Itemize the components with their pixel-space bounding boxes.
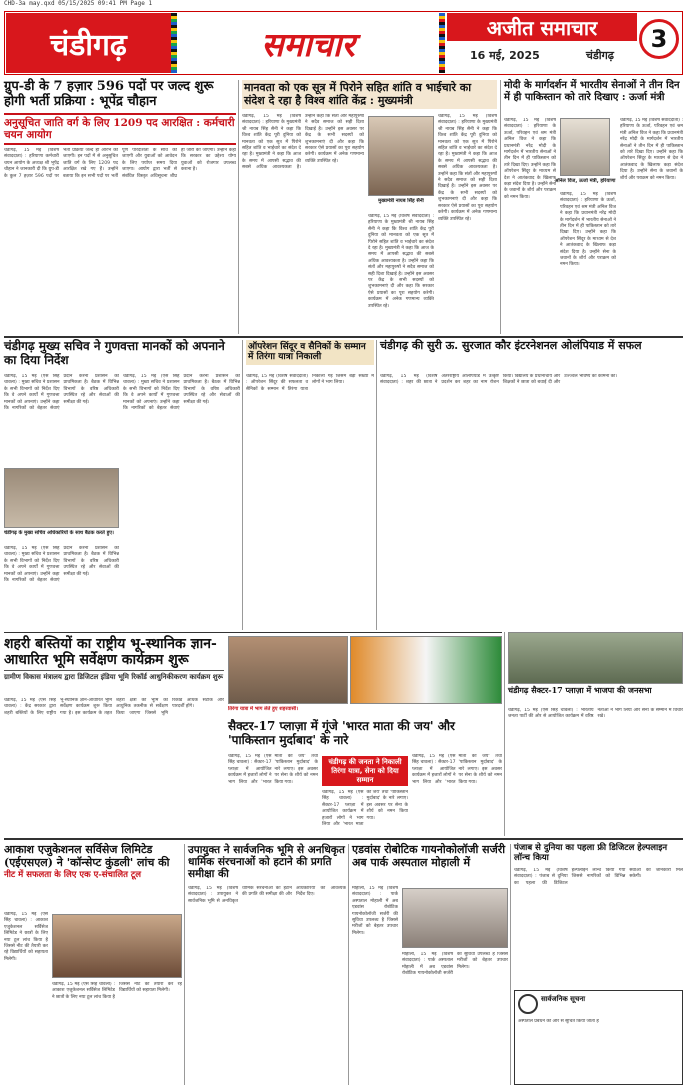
article-body: चंडीगढ़, 15 मई (विशेष संवाददाता) : उपायुक्त ने सार्वजनिक भूमि से अनधिकृत धार्मिक संरचनाओं को हटाने की प्रगति की समीक्षा की और अधिकारियों को आवश्यक निर्देश दिए। [188, 886, 346, 904]
headline: शहरी बस्तियों का राष्ट्रीय भू-स्थानिक ज्ञान-आधारित भूमि सर्वेक्षण कार्यक्रम शुरू [4, 636, 217, 669]
meeting-photo [4, 468, 119, 528]
photo-caption: मुख्यमंत्री नायब सिंह सैनी [378, 198, 424, 204]
article-bjp [508, 632, 683, 836]
article-group-d [4, 80, 236, 334]
article-body-cont: चंडीगढ़, 15 मई (एस सिंह चावला) : मुख्य सचिव ने प्रशासन के सभी विभागों को निर्देश दिए कि वे अपने कार्यों में गुणवत्ता मानकों को अपनाएं। उन्होंने कहा कि नागरिकों को बेहतर सेवाएं प्रदान करना प्रशासन की प्राथमिकता है। बैठक में विभिन्न विभागों के वरिष्ठ अधिकारी उपस्थित रहे और सेवाओं की समीक्षा की गई। [4, 546, 119, 584]
subheadline: अनुसूचित जाति वर्ग के लिए 1209 पद आरक्षित : कर्मचारी चयन आयोग [4, 113, 236, 145]
article-body-cont: चंडीगढ़, 15 मई (विशेष संवाददाता) : हरियाणा के ऊर्जा, परिवहन एवं श्रम मंत्री अनिल विज ने कहा कि प्रधानमंत्री नरेंद्र मोदी के मार्गदर्शन में भारतीय सेनाओं ने तीन दिन में ही पाकिस्तान को तारे दिखा दिए। उन्होंने कहा कि ऑपरेशन सिंदूर के माध्यम से देश ने आतंकवाद के खिलाफ कड़ा संदेश दिया है। उन्होंने सेना के जवानों के शौर्य और पराक्रम को नमन किया। [560, 192, 616, 268]
masthead-left-title: चंडीगढ़ [6, 13, 171, 73]
masthead-mid-title: समाचार [177, 13, 439, 73]
headline: मानवता को एक सूत्र में पिरोने सहित शांति व भाईचारे का संदेश दे रहा है विश्व शांति केंद्र : मुख्यमंत्री [242, 80, 497, 109]
article-chief-secretary [4, 340, 240, 630]
highlight-box: चंडीगढ़ की जनता ने निकाली तिरंगा यात्रा, सेना को दिया सम्मान [322, 756, 408, 786]
article-helpline [514, 844, 683, 1085]
article-body-cont: मोहाली, 15 मई (विशेष संवाददाता) : पार्क अस्पताल मोहाली में अब एडवांस रोबोटिक गायनोकोलॉजी सर्जरी की सुविधा उपलब्ध है जिससे मरीजों को बेहतर उपचार मिलेगा। [402, 952, 508, 977]
yatra-photo-left [228, 636, 348, 704]
article-sector17 [228, 720, 502, 836]
brand-name: अजीत समाचार [447, 13, 637, 41]
headline: एडवांस रोबोटिक गायनोकोलॉजी सर्जरी अब पार्क अस्पताल मोहाली में [352, 843, 506, 869]
section-divider [4, 632, 502, 633]
headline: ऑपरेशन सिंदूर व सैनिकों के सम्मान में तिरंगा यात्रा निकाली [246, 340, 374, 365]
article-olympiad [380, 340, 683, 630]
headline: पंजाब से दुनिया का पहला फ्री डिजिटल हेल्पलाइन लॉन्च किया [514, 843, 668, 863]
article-tiranga-yatra [246, 340, 374, 630]
article-body: मोहाली, 15 मई (विशेष संवाददाता) : पार्क अस्पताल मोहाली में अब एडवांस रोबोटिक गायनोकोलॉजी सर्जरी की सुविधा उपलब्ध है जिससे मरीजों को बेहतर उपचार मिलेगा। [352, 886, 398, 936]
section-divider [4, 838, 683, 840]
logo-icon [518, 994, 538, 1014]
photo-caption: चंडीगढ़ के मुख्य सचिव अधिकारियों के साथ बैठक करते हुए। [4, 530, 114, 536]
column-rule [184, 844, 185, 1085]
article-aakash [4, 844, 182, 1085]
headline: सैक्टर-17 प्लाज़ा में गूंजे 'भारत माता की जय' और 'पाकिस्तान मुर्दाबाद' के नारे [228, 719, 455, 747]
article-body-cont: चंडीगढ़, 15 मई (विशेष संवाददाता) : हरियाणा के मुख्यमंत्री श्री नायब सिंह सैनी ने कहा कि विश्व शांति केंद्र पूरी दुनिया को मानवता को एक सूत्र में पिरोने सहित शांति व भाईचारे का संदेश दे रहा है। मुख्यमंत्री ने कहा कि आज के समय में आपसी सद्भाव की सबसे अधिक आवश्यकता है। उन्होंने कहा कि संतों और महापुरुषों ने सदैव समाज को सही दिशा दिखाई है। उन्होंने इस अवसर पर केंद्र के सभी सदस्यों को शुभकामनाएं दी और कहा कि सरकार ऐसे प्रयासों का पूरा सहयोग करेगी। कार्यक्रम में अनेक गणमान्य व्यक्ति उपस्थित रहे। [438, 114, 497, 222]
column-rule [242, 340, 243, 630]
masthead-right [447, 13, 681, 73]
article-body: चंडीगढ़, 15 मई (विशेष संवाददाता) : ऑपरेशन सिंदूर की सफलता व सैनिकों के सम्मान में तिरंगा यात्रा निकाली गई जिसमें बड़ी संख्या में लोगों ने भाग लिया। [246, 374, 374, 392]
article-land-survey [4, 636, 224, 836]
article-dc-review [188, 844, 346, 1085]
article-body: चंडीगढ़, 15 मई (एस सिंह चावला) : सैक्टर-17 प्लाज़ा में आयोजित कार्यक्रम में हजारों लोगों ने भाग लिया और 'भारत माता की जय' तथा 'पाकिस्तान मुर्दाबाद' के नारे लगाए। इस अवसर पर सेना के शौर्य को नमन किया गया। [228, 754, 318, 785]
page-number: 3 [639, 19, 679, 59]
column-rule [504, 632, 505, 836]
headline: ग्रुप-डी के 7 हज़ार 596 पदों पर जल्द शुरू होगी भर्ती प्रक्रिया : भूपेंद्र चौहान [4, 79, 214, 109]
ad-box [514, 990, 683, 1085]
headline: मोदी के मार्गदर्शन में भारतीय सेनाओं ने तीन दिन में ही पाकिस्तान को तारे दिखाए : ऊर्जा मंत्री [504, 80, 680, 103]
color-strip [439, 13, 445, 73]
minister-photo [560, 118, 610, 176]
section-divider [4, 336, 683, 338]
headline: उपायुक्त ने सार्वजनिक भूमि से अनधिकृत धार्मिक संरचनाओं को हटाने की प्रगति समीक्षा की [188, 844, 345, 881]
issue-date: 16 मई, 2025 [470, 48, 540, 62]
subheadline: नीट में सफलता के लिए एक ए-संचालित टूल [4, 870, 141, 881]
subheadline: ग्रामीण विकास मंत्रालय द्वारा डिजिटल इंडिया भूमि रिकॉर्ड आधुनिकीकरण कार्यक्रम शुरू [4, 672, 223, 682]
article-body: चंडीगढ़, 15 मई (एस सिंह चावला) : मुख्य सचिव ने प्रशासन के सभी विभागों को निर्देश दिए कि वे अपने कार्यों में गुणवत्ता मानकों को अपनाएं। उन्होंने कहा कि नागरिकों को बेहतर सेवाएं प्रदान करना प्रशासन की प्राथमिकता है। बैठक में विभिन्न विभागों के वरिष्ठ अधिकारी उपस्थित रहे और सेवाओं की समीक्षा की गई। [4, 374, 119, 412]
column-rule [348, 844, 349, 1085]
bjp-photo [508, 632, 683, 684]
column-rule [238, 80, 239, 334]
article-body-cont: चंडीगढ़, 15 मई (विशेष संवाददाता) : हरियाणा के ऊर्जा, परिवहन एवं श्रम मंत्री अनिल विज ने कहा कि प्रधानमंत्री नरेंद्र मोदी के मार्गदर्शन में भारतीय सेनाओं ने तीन दिन में ही पाकिस्तान को तारे दिखा दिए। उन्होंने कहा कि ऑपरेशन सिंदूर के माध्यम से देश ने आतंकवाद के खिलाफ कड़ा संदेश दिया है। उन्होंने सेना के जवानों के शौर्य और पराक्रम को नमन किया। [620, 118, 683, 181]
headline: चंडीगढ़ सैक्टर-17 प्लाज़ा में भाजपा की जनसभा [508, 685, 652, 695]
article-body: चंडीगढ़, 15 मई (एस सिंह चावला) : आकाश एजुकेशनल सर्विसेज लिमिटेड ने छात्रों के लिए नया टूल लांच किया है जिससे नीट की तैयारी कर रहे विद्यार्थियों को सहायता मिलेगी। [4, 912, 48, 962]
ad-title: सार्वजनिक सूचना [541, 994, 586, 1003]
article-body-cont: चंडीगढ़, 15 मई (विशेष संवाददाता) : हरियाणा के मुख्यमंत्री श्री नायब सिंह सैनी ने कहा कि विश्व शांति केंद्र पूरी दुनिया को मानवता को एक सूत्र में पिरोने सहित शांति व भाईचारे का संदेश दे रहा है। मुख्यमंत्री ने कहा कि आज के समय में आपसी सद्भाव की सबसे अधिक आवश्यकता है। उन्होंने कहा कि संतों और महापुरुषों ने सदैव समाज को सही दिशा दिखाई है। उन्होंने इस अवसर पर केंद्र के सभी सदस्यों को शुभकामनाएं दी और कहा कि सरकार ऐसे प्रयासों का पूरा सहयोग करेगी। कार्यक्रम में अनेक गणमान्य व्यक्ति उपस्थित रहे। [368, 214, 434, 309]
article-body: चंडीगढ़, 15 मई (एस सिंह चावला) : भारतीय जनता पार्टी की ओर से आयोजित कार्यक्रम में वरिष्ठ नेताओं ने भाग लिया और सेना के सम्मान में विचार रखे। [508, 708, 683, 720]
column-rule [510, 844, 511, 1085]
column-rule [500, 80, 501, 334]
headline: चंडीगढ़ मुख्य सचिव ने गुणवत्ता मानकों को अपनाने का दिया निर्देश [4, 339, 225, 367]
page-meta: CHD-3a may.qxd 05/15/2025 09:41 PM Page 1 [4, 0, 153, 7]
masthead [4, 11, 683, 75]
hospital-photo [402, 888, 508, 948]
article-body: चंडीगढ़, 15 मई (विशेष संवाददाता) : हरियाणा के मुख्यमंत्री श्री नायब सिंह सैनी ने कहा कि विश्व शांति केंद्र पूरी दुनिया को मानवता को एक सूत्र में पिरोने सहित शांति व भाईचारे का संदेश दे रहा है। मुख्यमंत्री ने कहा कि आज के समय में आपसी सद्भाव की सबसे अधिक आवश्यकता है। उन्होंने कहा कि संतों और महापुरुषों ने सदैव समाज को सही दिशा दिखाई है। उन्होंने इस अवसर पर केंद्र के सभी सदस्यों को शुभकामनाएं दी और कहा कि सरकार ऐसे प्रयासों का पूरा सहयोग करेगी। कार्यक्रम में अनेक गणमान्य व्यक्ति उपस्थित रहे। [242, 114, 364, 171]
yatra-photo-right [350, 636, 502, 704]
cm-photo [368, 116, 434, 196]
article-body-cont: चंडीगढ़, 15 मई (एस सिंह चावला) : सैक्टर-17 प्लाज़ा में आयोजित कार्यक्रम में हजारों लोगों ने भाग लिया और 'भारत माता की जय' तथा 'पाकिस्तान मुर्दाबाद' के नारे लगाए। इस अवसर पर सेना के शौर्य को नमन किया गया। [322, 790, 408, 828]
article-body: चंडीगढ़, 15 मई (विशेष संवाददाता) : हरियाणा के ऊर्जा, परिवहन एवं श्रम मंत्री अनिल विज ने कहा कि प्रधानमंत्री नरेंद्र मोदी के मार्गदर्शन में भारतीय सेनाओं ने तीन दिन में ही पाकिस्तान को तारे दिखा दिए। उन्होंने कहा कि ऑपरेशन सिंदूर के माध्यम से देश ने आतंकवाद के खिलाफ कड़ा संदेश दिया है। उन्होंने सेना के जवानों के शौर्य और पराक्रम को नमन किया। [504, 118, 556, 200]
article-body-cont: चंडीगढ़, 15 मई (एस सिंह चावला) : सैक्टर-17 प्लाज़ा में आयोजित कार्यक्रम में हजारों लोगों ने भाग लिया और 'भारत माता की जय' तथा 'पाकिस्तान मुर्दाबाद' के नारे लगाए। इस अवसर पर सेना के शौर्य को नमन किया गया। [412, 754, 502, 785]
article-cm-vishva-shanti [242, 80, 497, 334]
article-body: चंडीगढ़, 15 मई (विशेष संवाददाता) : शहर की छात्रा ने अंतरराष्ट्रीय ओलंपियाड में उत्कृष्ट प्रदर्शन कर शहर का नाम रोशन किया। विद्यालय के प्रधानाचार्य और शिक्षकों ने छात्रा को बधाई दी और उज्ज्वल भविष्य की कामना की। [380, 374, 618, 386]
photo-caption: तिरंगा यात्रा में भाग लेते हुए शहरवासी। [228, 706, 299, 712]
article-body: चंडीगढ़, 15 मई (एस सिंह चावला) : केंद्र सरकार द्वारा शहरी बस्तियों के लिए राष्ट्रीय भू-स्थानिक ज्ञान-आधारित भूमि सर्वेक्षण कार्यक्रम शुरू किया गया है। इस कार्यक्रम के तहत शहरी क्षेत्रों की भूमि का आधुनिक तकनीक से सर्वेक्षण किया जाएगा जिससे भूमि रिकॉर्ड अधिक सटीक और पारदर्शी होंगे। [4, 698, 224, 716]
launch-photo [52, 914, 182, 978]
article-energy-minister [504, 80, 683, 334]
article-body-cont: चंडीगढ़, 15 मई (एस सिंह चावला) : मुख्य सचिव ने प्रशासन के सभी विभागों को निर्देश दिए कि वे अपने कार्यों में गुणवत्ता मानकों को अपनाएं। उन्होंने कहा कि नागरिकों को बेहतर सेवाएं प्रदान करना प्रशासन की प्राथमिकता है। बैठक में विभिन्न विभागों के वरिष्ठ अधिकारी उपस्थित रहे और सेवाओं की समीक्षा की गई। [123, 374, 240, 412]
headline: आकाश एजुकेशनल सर्विसेज लिमिटेड (एईएसएल) ने 'कॉन्सेप्ट कुंडली' लांच की [4, 843, 170, 869]
ad-body: अस्पताल प्रबंधन की ओर से सूचित किया जाता है [518, 1019, 599, 1024]
article-body: चंडीगढ़, 15 मई (विशेष संवाददाता) : पंजाब से दुनिया का पहला फ्री डिजिटल हेल्पलाइन लॉन्च किया गया जिससे नागरिकों को विभिन्न सेवाओं की जानकारी मिल सकेगी। [514, 868, 683, 886]
article-robotic [352, 844, 508, 1085]
photo-caption: अनिल विज, ऊर्जा मंत्री, हरियाणा [554, 178, 616, 184]
city-name: चंडीगढ़ [585, 48, 614, 62]
dateline [447, 45, 637, 65]
column-rule [376, 340, 377, 630]
article-body: चंडीगढ़, 15 मई (विशेष संवाददाता) : हरियाणा कर्मचारी चयन आयोग के अध्यक्ष श्री भूपेंद्र चौहान ने जानकारी दी कि ग्रुप-डी के कुल 7 हज़ार 596 पदों पर भर्ती प्रक्रिया जल्द ही आरंभ की जाएगी। इन पदों में से अनुसूचित जाति वर्ग के लिए 1209 पद आरक्षित रखे गए हैं। उन्होंने बताया कि इन सभी पदों पर भर्ती पूर्ण पारदर्शिता के साथ की जाएगी और युवाओं को आवेदन के लिए पर्याप्त समय दिया जाएगा। आयोग द्वारा भर्ती से संबंधित विस्तृत अधिसूचना शीघ्र ही जारी की जाएगी। उन्होंने कहा कि सरकार का उद्देश्य योग्य युवाओं को रोजगार उपलब्ध कराना है। [4, 148, 236, 179]
article-body-cont: चंडीगढ़, 15 मई (एस सिंह चावला) : आकाश एजुकेशनल सर्विसेज लिमिटेड ने छात्रों के लिए नया टूल लांच किया है जिससे नीट की तैयारी कर रहे विद्यार्थियों को सहायता मिलेगी। [52, 982, 182, 1000]
headline: चंडीगढ़ की सुरी ऊ. सुरजात कौर इंटरनेशनल ओलंपियाड में सफल [380, 339, 642, 352]
